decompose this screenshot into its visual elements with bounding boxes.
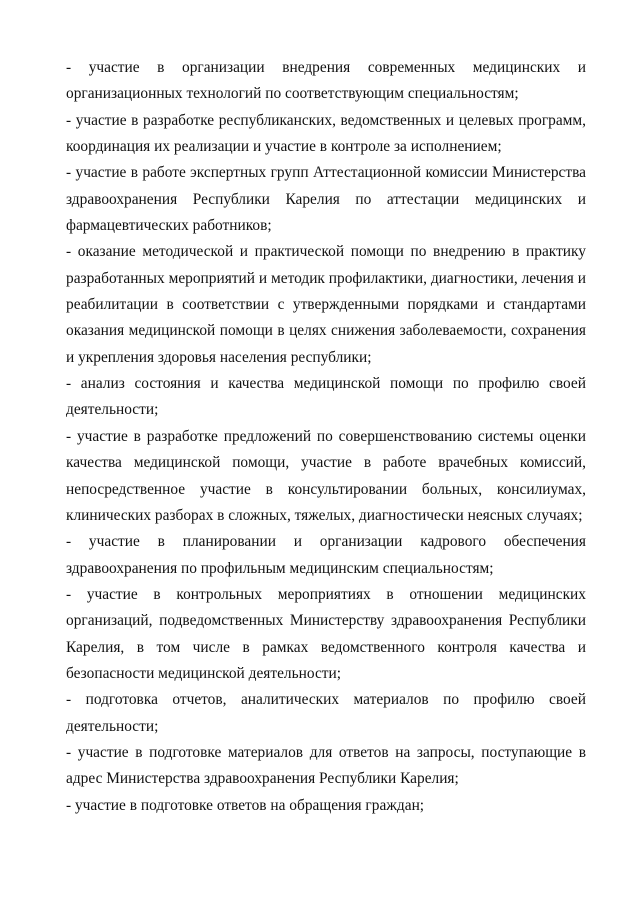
list-item: - участие в работе экспертных групп Аттестационной комиссии Министерства здравоохранения Республики Карелия по аттестации медицинских и фармацевтических работников; (66, 164, 586, 235)
list-item: - участие в планировании и организации кадрового обеспечения здравоохранения по профильным медицинским специальностям; (66, 533, 586, 577)
list-item: - участие в подготовке ответов на обращения граждан; (66, 796, 425, 814)
list-item: - анализ состояния и качества медицинской помощи по профилю своей деятельности; (66, 375, 586, 419)
document-body (66, 55, 586, 819)
list-item: - подготовка отчетов, аналитических материалов по профилю своей деятельности; (66, 691, 586, 735)
list-item: - оказание методической и практической помощи по внедрению в практику разработанных мероприятий и методик профилактики, диагностики, лечения и реабилитации в соответствии с утвержденными порядками и стандартами оказания медицинской помощи в целях снижения заболеваемости, сохранения и укрепления здоровья населения республики; (66, 243, 586, 366)
list-item: - участие в подготовке материалов для ответов на запросы, поступающие в адрес Министерства здравоохранения Республики Карелия; (66, 743, 586, 788)
list-item: - участие в организации внедрения современных медицинских и организационных технологий по соответствующим специальностям; (66, 59, 586, 103)
list-item: - участие в контрольных мероприятиях в отношении медицинских организаций, подведомственных Министерству здравоохранения Республики Карелия, в том числе в рамках ведомственного контроля качества и безопасности медицинской деятельности; (66, 585, 586, 682)
list-item: - участие в разработке республиканских, ведомственных и целевых программ, координация их реализации и участие в контроле за исполнением; (66, 111, 586, 156)
list-item: - участие в разработке предложений по совершенствованию системы оценки качества медицинской помощи, участие в работе врачебных комиссий, непосредственное участие в консультировании больных, консилиумах, клинических разборах в сложных, тяжелых, диагностически неясных случаях; (66, 427, 586, 524)
